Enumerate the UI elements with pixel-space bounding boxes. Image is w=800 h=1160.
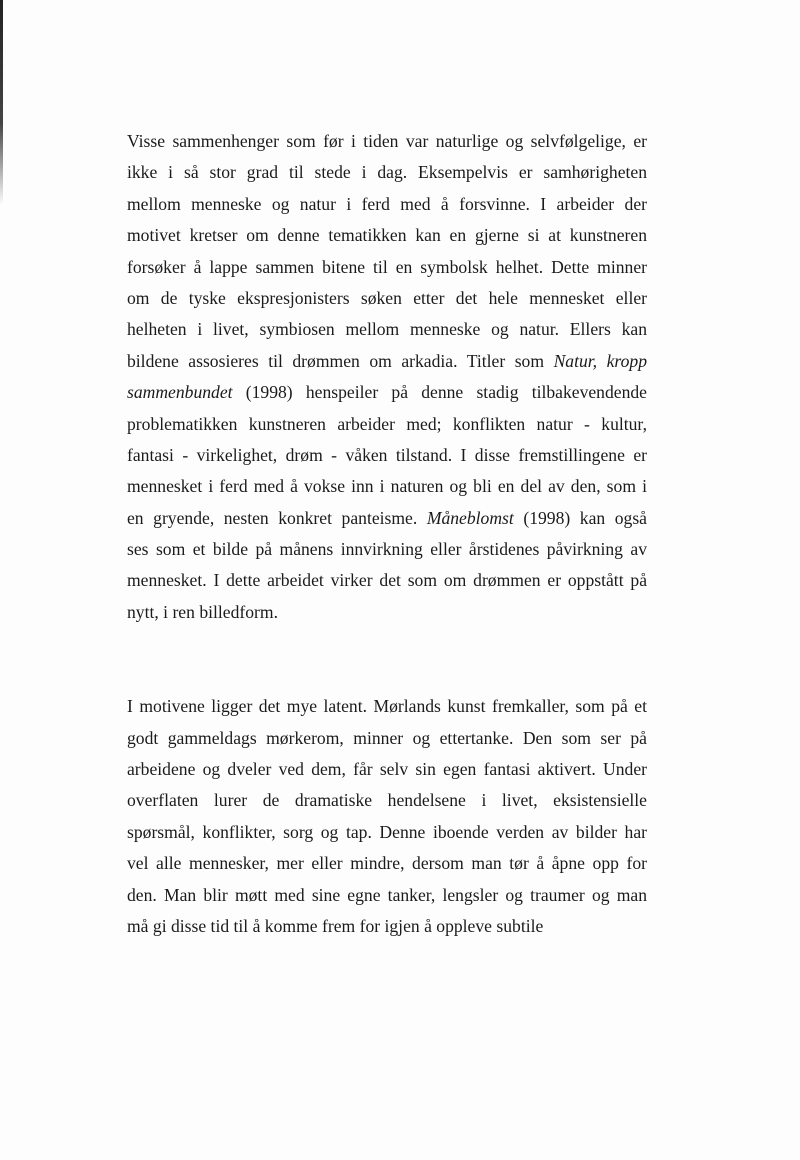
text-segment: (1998) kan også [513,507,647,528]
text-line [127,283,647,314]
text-line [127,691,647,722]
text-line [127,471,647,502]
text-line [127,377,647,408]
text-segment: ikke i så stor grad til stede i dag. Eksempelvis er samhørigheten [127,162,647,183]
text-segment: den. Man blir møtt med sine egne tanker, lengsler og traumer og man [127,884,647,905]
text-line [127,252,647,283]
text-segment: motivet kretser om denne tematikken kan en gjerne si at kunstneren [127,225,647,246]
text-segment: om de tyske ekspresjonisters søken etter det hele mennesket eller [127,287,647,308]
text-segment: forsøker å lappe sammen bitene til en symbolsk helhet. Dette minner [127,256,647,277]
text-line [127,754,647,785]
text-segment: problematikken kunstneren arbeider med; konflikten natur - kultur, [127,413,647,434]
document-body [127,126,647,942]
paragraph-1 [127,126,647,628]
text-segment: fantasi - virkelighet, drøm - våken tilstand. I disse fremstillingene er [127,444,647,465]
text-segment: (1998) henspeiler på denne stadig tilbakevendende [232,382,647,403]
text-segment: bildene assosieres til drømmen om arkadia. Titler som [127,350,554,371]
text-line [127,817,647,848]
scan-edge-shadow [0,0,3,205]
text-line [127,314,647,345]
text-segment: helheten i livet, symbiosen mellom menneske og natur. Ellers kan [127,319,647,340]
text-line [127,409,647,440]
text-segment: overflaten lurer de dramatiske hendelsene i livet, eksistensielle [127,790,647,811]
text-segment: vel alle mennesker, mer eller mindre, dersom man tør å åpne opp for [127,853,647,874]
text-line [127,440,647,471]
artwork-title: Måneblomst [426,507,514,528]
text-line [127,503,647,534]
text-segment: ses som et bilde på månens innvirkning eller årstidenes påvirkning av [127,539,647,560]
text-segment: mellom menneske og natur i ferd med å forsvinne. I arbeider der [127,193,647,214]
text-segment: spørsmål, konflikter, sorg og tap. Denne iboende verden av bilder har [127,821,647,842]
text-line [127,126,647,157]
text-segment: må gi disse tid til å komme frem for igjen å oppleve subtile [127,915,544,936]
text-segment: godt gammeldags mørkerom, minner og ettertanke. Den som ser på [127,727,647,748]
text-line [127,785,647,816]
text-line [127,723,647,754]
text-line [127,880,647,911]
text-segment: mennesket i ferd med å vokse inn i naturen og bli en del av den, som i [127,476,647,497]
text-line [127,346,647,377]
text-segment: mennesket. I dette arbeidet virker det som om drømmen er oppstått på [127,570,647,591]
text-segment: I motivene ligger det mye latent. Mørlands kunst fremkaller, som på et [127,696,647,717]
text-line [127,565,647,596]
text-segment: arbeidene og dveler ved dem, får selv sin egen fantasi aktivert. Under [127,759,647,780]
text-line [127,534,647,565]
text-segment: Visse sammenhenger som før i tiden var naturlige og selvfølgelige, er [127,131,647,151]
text-line [127,848,647,879]
text-segment: nytt, i ren billedform. [127,601,278,622]
text-segment: en gryende, nesten konkret panteisme. [127,507,427,528]
text-line [127,220,647,251]
paragraph-2 [127,691,647,942]
text-line [127,911,647,942]
text-line [127,189,647,220]
artwork-title: sammenbundet [127,382,233,403]
artwork-title: Natur, kropp [553,350,647,371]
text-line [127,597,647,628]
text-line [127,157,647,188]
